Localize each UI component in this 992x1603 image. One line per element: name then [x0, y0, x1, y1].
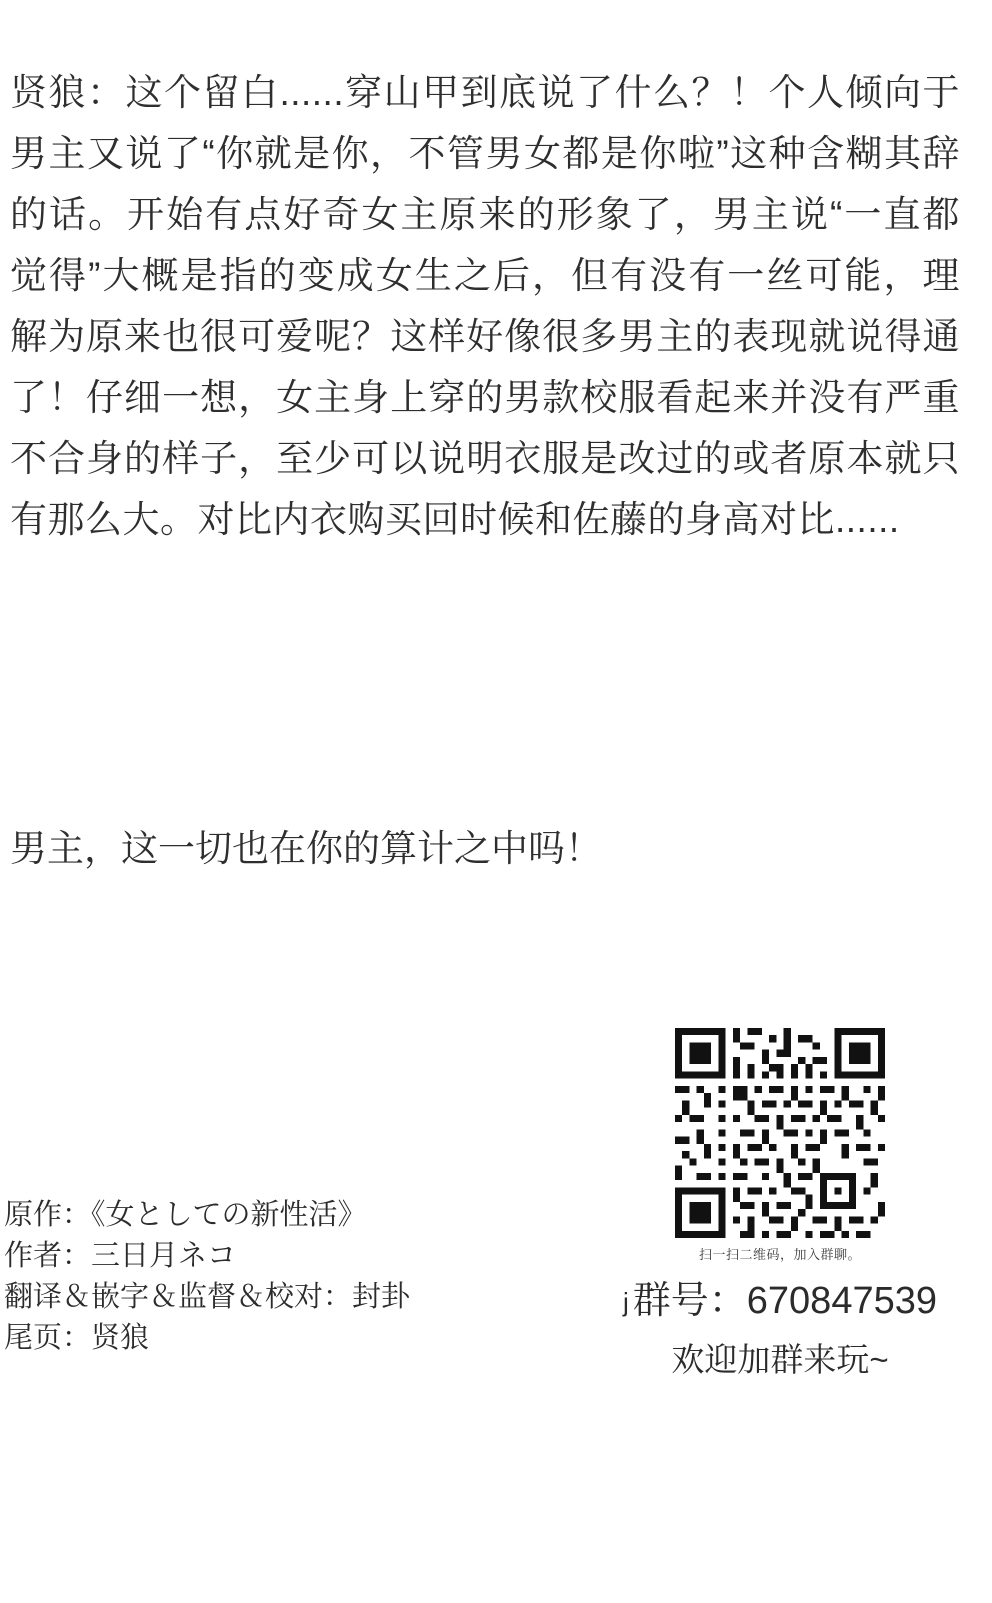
welcome-text: 欢迎加群来玩~ [671, 1341, 889, 1378]
commentary-paragraph: 贤狼：这个留白......穿山甲到底说了什么？！个人倾向于男主又说了“你就是你，不管男女都是你啦”这种含糊其辞的话。开始有点好奇女主原来的形象了，男主说“一直都觉得”大概是指的变成女生之后，但有没有一丝可能，理解为原来也很可爱呢？这样好像很多男主的表现就说得通了！仔细一想，女主身上穿的男款校服看起来并没有严重不合身的样子，至少可以说明衣服是改过的或者原本就只有那么大。对比内衣购买回时候和佐藤的身高对比...... [10, 72, 960, 540]
qq-icon: ϳ [622, 1287, 629, 1317]
group-number-line [580, 1275, 980, 1328]
qr-group-block [580, 1028, 980, 1384]
qr-caption: 扫一扫二维码，加入群聊。 [698, 1247, 861, 1262]
credit-author: 作者：三日月ネコ [4, 1240, 237, 1272]
group-number: 670847539 [746, 1280, 937, 1322]
credit-original-work: 原作：《女としての新性活》 [4, 1199, 367, 1231]
group-label: 群号： [632, 1280, 747, 1322]
qr-code-icon[interactable] [675, 1028, 885, 1238]
afterword-line: 男主，这一切也在你的算计之中吗！ [10, 828, 602, 869]
credit-endpage: 尾页：贤狼 [4, 1322, 150, 1354]
credit-staff: 翻译＆嵌字＆监督＆校对：封卦 [4, 1281, 411, 1313]
credits-block [4, 1195, 564, 1359]
